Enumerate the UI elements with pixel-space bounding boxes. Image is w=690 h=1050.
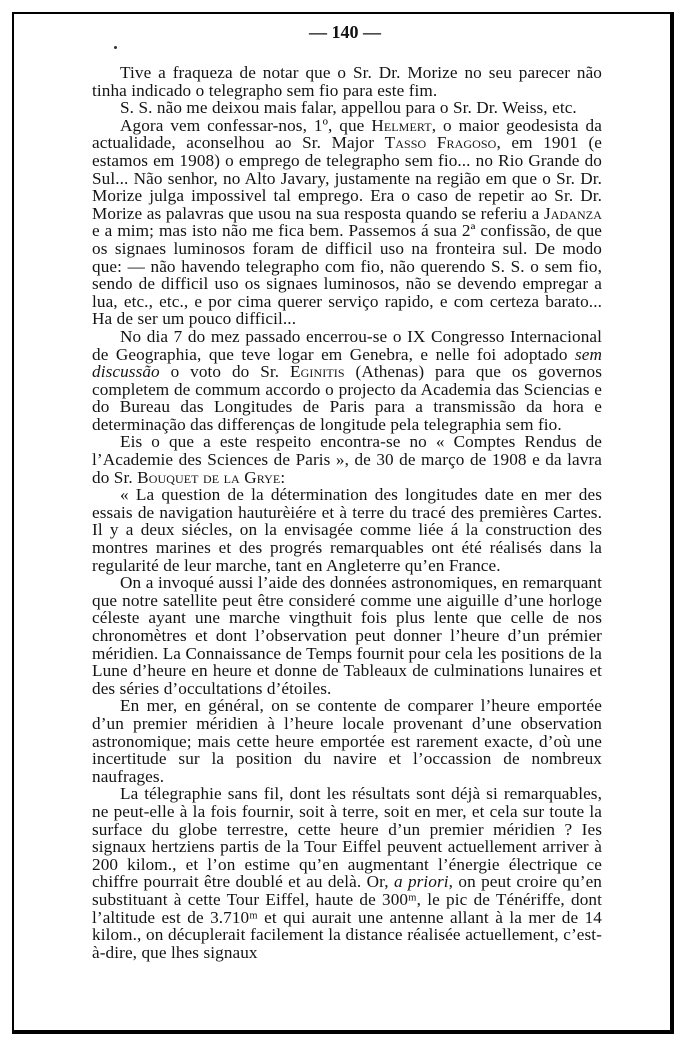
text-run: , on peut croire qu’en substituant à cette Tour Eiffel, haute de 300ᵐ, le pic de Ténériffe, dont l’altitude est de 3.710ᵐ et qui aurait une antenne allant à la mer de 14 kilom., on décuplerait facilement la distance réalisée actuellement, c’est-à-dire, que lhes signaux <box>92 872 603 962</box>
small-caps-name: Tasso Fragoso <box>384 133 497 153</box>
small-caps-name: Helmert <box>371 115 432 135</box>
small-caps-name: Jadanza <box>543 203 602 223</box>
paragraph <box>92 697 602 785</box>
text-run: S. S. não me deixou mais falar, appellou para o Sr. Dr. Weiss, etc. <box>120 98 577 118</box>
text-run: No dia 7 do mez passado encerrou-se o IX Congresso Internacional de Geographia, que teve logar em Genebra, e nelle foi adoptado <box>92 326 602 364</box>
small-caps-name: Bouquet de la Grye <box>137 467 281 487</box>
italic-phrase: a priori <box>393 872 449 892</box>
paragraph <box>92 785 602 961</box>
text-run: (Athenas) para que os governos completem de commum accordo o projecto da Academia das Sciencias e do Bureau das Longitudes de Paris para a transmissão da hora e determinação das differenças de longitude pela telegraphia sem fio. <box>92 362 602 434</box>
italic-phrase: sem discussão <box>92 344 602 382</box>
text-run: « La question de la détermination des longitudes date en mer des essais de navigation hauturèiére et à terre du tracé des premières Cartes. Il y a deux siécles, on la envisagée comme liée á la construction des montres marines et des progrés remarquables ont été réalisés dans la regularité de leur marche, tant en Angleterre qu’en France. <box>92 485 602 575</box>
paragraph <box>92 64 602 99</box>
body-text <box>92 64 602 961</box>
page-number: — 140 — <box>309 22 381 42</box>
paragraph <box>92 117 602 328</box>
text-run: La télegraphie sans fil, dont les résultats sont déjà si remarquables, ne peut-elle à la fois fournir, soit à terre, soit en mer, et cela sur toute la surface du globe terrestre, cette heure d’un premier méridien ? Ies signaux hertziens partis de la Tour Eiffel peuvent actuellement arriver à 200 kilom., et l’on estime qu’en augmentant l’énergie électrique ce chiffre pourrait être doublé et au delà. Or, <box>92 784 602 892</box>
paragraph <box>92 433 602 486</box>
text-run: : <box>280 467 286 487</box>
small-caps-name: Eginitis <box>290 362 345 382</box>
text-run: On a invoqué aussi l’aide des données astronomiques, en remarquant que notre satellite peut être consideré comme une aiguille d’une horloge céleste ayant une marche vingthuit fois plus lente que celle de nos chronomètres et dont l’observation peut donner l’heure d’un prémier méridien. La Connaissance de Temps fournit pour cela les positions de la Lune d’heure en heure et donne de Tableaux de culminations lunaires et des séries d’occultations d’étoiles. <box>92 573 602 698</box>
text-run: Tive a fraqueza de notar que o Sr. Dr. Morize no seu parecer não tinha indicado o telegrapho sem fio para este fim. <box>92 63 602 100</box>
paragraph <box>92 99 602 117</box>
text-run: , o maior geodesista da actualidade, aconselhou ao Sr. Major <box>92 115 602 153</box>
text-run: o voto do Sr. <box>159 362 291 382</box>
text-run: Eis o que a este respeito encontra-se no « Comptes Rendus de l’Academie des Sciences de Paris », de 30 de março de 1908 e da lavra do Sr. <box>92 432 602 487</box>
text-run: En mer, en général, on se contente de comparer l’heure emportée d’un premier méridien à l’heure locale provenant d’une observation astronomique; mais cette heure emportée est rarement exacte, d’où une incertitude sur la position du navire et l’occassion de nombreux naufrages. <box>92 696 602 786</box>
paragraph <box>92 328 602 434</box>
text-run: , em 1901 (e estamos em 1908) o emprego de telegrapho sem fio... no Rio Grande do Sul... Não senhor, no Alto Javary, justamente na região em que o Sr. Dr. Morize julga impossivel tal emprego. Era o caso de repetir ao Sr. Dr. Morize as palavras que usou na sua resposta quando se referiu a <box>92 133 602 223</box>
text-run: e a mim; mas isto não me fica bem. Passemos á sua 2ª confissão, de que os signaes luminosos foram de difficil uso na fronteira sul. De modo que: — não havendo telegrapho com fio, não querendo S. S. o sem fio, sendo de difficil uso os signaes luminosos, não se devendo empregar a lua, etc., etc., e por cima querer serviço rapido, e com certeza barato... Ha de ser um pouco difficil... <box>92 221 602 329</box>
text-run: Agora vem confessar-nos, 1º, que <box>120 115 372 135</box>
paragraph <box>92 486 602 574</box>
paragraph <box>92 574 602 697</box>
speck-mark <box>114 46 117 49</box>
